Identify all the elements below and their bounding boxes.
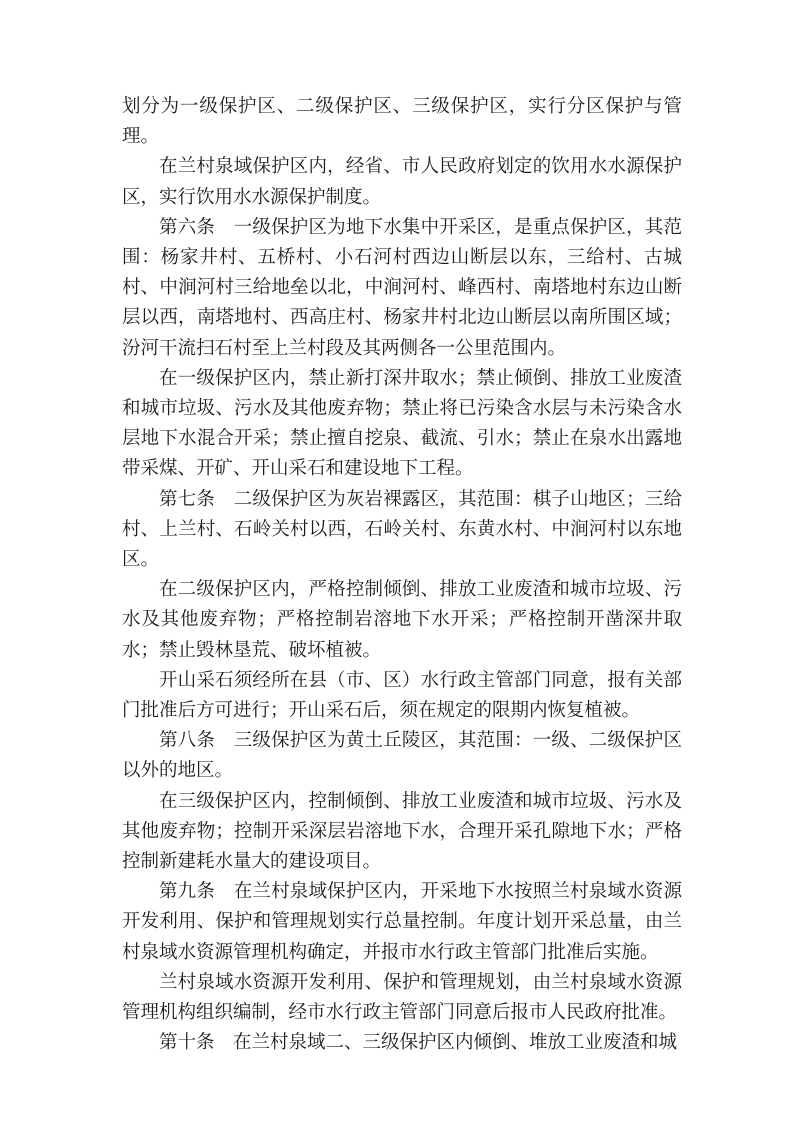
document-page bbox=[122, 92, 682, 1059]
paragraph-article-9-planning: 兰村泉域水资源开发利用、保护和管理规划，由兰村泉域水资源管理机构组织编制，经市水行政主管部门同意后报市人民政府批准。 bbox=[122, 971, 682, 1024]
paragraph-article-10: 第十条 在兰村泉域二、三级保护区内倾倒、堆放工业废渣和城 bbox=[159, 1032, 678, 1054]
paragraph-article-7-controls: 在二级保护区内，严格控制倾倒、排放工业废渣和城市垃圾、污水及其他废弃物；严格控制岩溶地下水开采；严格控制开凿深井取水；禁止毁林垦荒、破坏植被。 bbox=[122, 579, 682, 661]
paragraph-article-6: 第六条 一级保护区为地下水集中开采区，是重点保护区，其范围：杨家井村、五桥村、小石河村西边山断层以东，三给村、古城村、中涧河村三给地垒以北，中涧河村、峰西村、南塔地村东边山断层以西，南塔地村、西高庄村、杨家井村北边山断层以南所围区域；汾河干流扫石村至上兰村段及其两侧各一公里范围内。 bbox=[122, 216, 682, 359]
paragraph-intro-zones: 划分为一级保护区、二级保护区、三级保护区，实行分区保护与管理。 bbox=[122, 96, 682, 148]
paragraph-article-8-controls: 在三级保护区内，控制倾倒、排放工业废渣和城市垃圾、污水及其他废弃物；控制开采深层岩溶地下水，合理开采孔隙地下水；严格控制新建耗水量大的建设项目。 bbox=[122, 790, 682, 873]
paragraph-article-8: 第八条 三级保护区为黄土丘陵区，其范围：一级、二级保护区以外的地区。 bbox=[122, 730, 682, 782]
paragraph-article-7: 第七条 二级保护区为灰岩裸露区，其范围：棋子山地区；三给村、上兰村、石岭关村以西，石岭关村、东黄水村、中涧河村以东地区。 bbox=[122, 488, 682, 571]
paragraph-article-6-prohibitions: 在一级保护区内，禁止新打深井取水；禁止倾倒、排放工业废渣和城市垃圾、污水及其他废弃物；禁止将已污染含水层与未污染含水层地下水混合开采；禁止擅自挖泉、截流、引水；禁止在泉水出露地带采煤、开矿、开山采石和建设地下工程。 bbox=[122, 367, 682, 480]
paragraph-drinking-water: 在兰村泉域保护区内，经省、市人民政府划定的饮用水水源保护区，实行饮用水水源保护制度。 bbox=[122, 156, 682, 208]
paragraph-article-7-quarrying: 开山采石须经所在县（市、区）水行政主管部门同意，报有关部门批准后方可进行；开山采石后，须在规定的限期内恢复植被。 bbox=[122, 669, 682, 722]
paragraph-article-9: 第九条 在兰村泉域保护区内，开采地下水按照兰村泉域水资源开发利用、保护和管理规划实行总量控制。年度计划开采总量，由兰村泉域水资源管理机构确定，并报市水行政主管部门批准后实施。 bbox=[122, 881, 682, 963]
